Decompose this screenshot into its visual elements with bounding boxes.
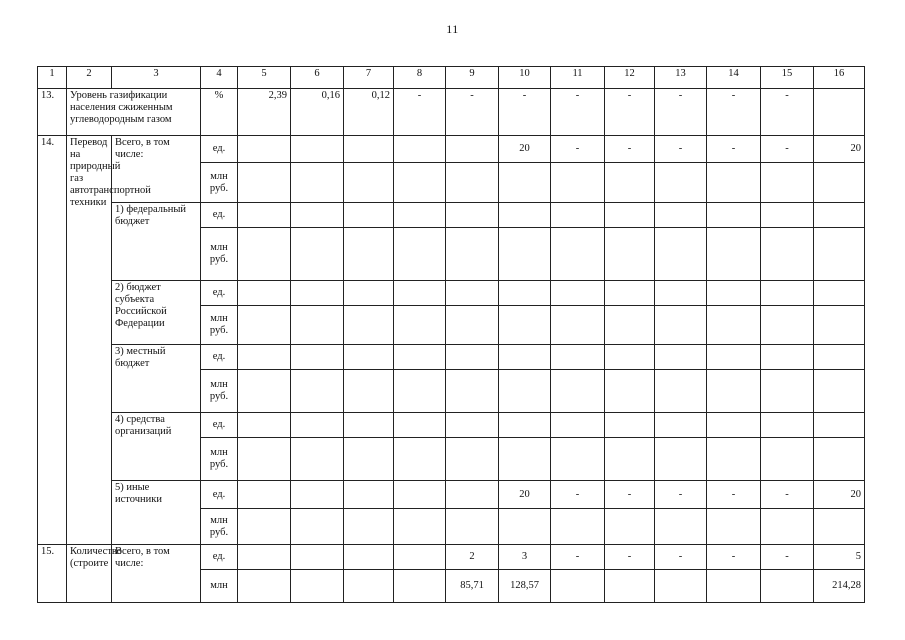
value-cell (551, 306, 605, 345)
value-cell (499, 413, 551, 438)
value-cell (707, 306, 761, 345)
unit-cell: % (201, 89, 238, 136)
value-cell (605, 163, 655, 203)
value-cell: - (707, 545, 761, 570)
value-cell (344, 481, 394, 509)
value-cell (394, 370, 446, 413)
value-cell (446, 136, 499, 163)
value-cell (291, 545, 344, 570)
value-cell (499, 281, 551, 306)
value-cell (814, 509, 865, 545)
value-cell (655, 345, 707, 370)
data-table (37, 66, 865, 603)
value-cell (238, 163, 291, 203)
value-cell (344, 509, 394, 545)
value-cell: 2,39 (238, 89, 291, 136)
value-cell (291, 570, 344, 603)
unit-cell: млн (201, 570, 238, 603)
value-cell: 2 (446, 545, 499, 570)
value-cell (238, 281, 291, 306)
value-cell (551, 438, 605, 481)
row-number: 15. (38, 545, 67, 603)
value-cell (814, 438, 865, 481)
value-cell (238, 136, 291, 163)
value-cell (446, 228, 499, 281)
value-cell: - (655, 89, 707, 136)
value-cell (446, 203, 499, 228)
value-cell: 85,71 (446, 570, 499, 603)
unit-cell: млн руб. (201, 163, 238, 203)
value-cell (551, 228, 605, 281)
source-label: 1) федеральный бюджет (112, 203, 201, 281)
value-cell (344, 281, 394, 306)
column-header: 7 (344, 67, 394, 89)
source-label: 2) бюджет субъекта Российской Федерации (112, 281, 201, 345)
column-header: 4 (201, 67, 238, 89)
value-cell (394, 163, 446, 203)
value-cell (394, 281, 446, 306)
value-cell (605, 438, 655, 481)
value-cell (446, 306, 499, 345)
value-cell (707, 370, 761, 413)
value-cell: - (761, 89, 814, 136)
row-number: 14. (38, 136, 67, 545)
value-cell (551, 281, 605, 306)
value-cell: - (394, 89, 446, 136)
value-cell (344, 228, 394, 281)
value-cell: - (551, 545, 605, 570)
value-cell: - (551, 136, 605, 163)
value-cell: - (605, 545, 655, 570)
column-header: 16 (814, 67, 865, 89)
column-header: 2 (67, 67, 112, 89)
value-cell (655, 203, 707, 228)
value-cell (551, 570, 605, 603)
value-cell (394, 481, 446, 509)
value-cell (499, 438, 551, 481)
value-cell (344, 136, 394, 163)
value-cell (291, 281, 344, 306)
source-label: Всего, в том числе: (112, 136, 201, 203)
value-cell (394, 345, 446, 370)
value-cell (707, 163, 761, 203)
value-cell (446, 281, 499, 306)
value-cell (238, 509, 291, 545)
row-number: 13. (38, 89, 67, 136)
header-row (38, 67, 865, 89)
value-cell (814, 281, 865, 306)
value-cell (707, 281, 761, 306)
value-cell (291, 136, 344, 163)
value-cell: 20 (499, 136, 551, 163)
value-cell (655, 370, 707, 413)
table-row (38, 89, 865, 136)
value-cell (761, 438, 814, 481)
column-header: 15 (761, 67, 814, 89)
value-cell (814, 89, 865, 136)
value-cell (551, 203, 605, 228)
value-cell (238, 413, 291, 438)
value-cell (291, 203, 344, 228)
value-cell (761, 413, 814, 438)
value-cell (344, 163, 394, 203)
value-cell (499, 306, 551, 345)
column-header: 5 (238, 67, 291, 89)
unit-cell: ед. (201, 281, 238, 306)
value-cell (344, 203, 394, 228)
table-row (38, 281, 865, 306)
value-cell (291, 306, 344, 345)
value-cell: - (605, 89, 655, 136)
value-cell (761, 370, 814, 413)
value-cell (499, 345, 551, 370)
value-cell (605, 570, 655, 603)
column-header: 1 (38, 67, 67, 89)
value-cell (814, 306, 865, 345)
value-cell (761, 570, 814, 603)
value-cell (761, 163, 814, 203)
value-cell: - (605, 136, 655, 163)
value-cell: 214,28 (814, 570, 865, 603)
value-cell (814, 203, 865, 228)
value-cell (499, 370, 551, 413)
unit-cell: млн руб. (201, 509, 238, 545)
source-label: Всего, в том числе: (112, 545, 201, 603)
value-cell (655, 163, 707, 203)
unit-cell: млн руб. (201, 370, 238, 413)
value-cell (344, 306, 394, 345)
value-cell: 3 (499, 545, 551, 570)
value-cell (394, 228, 446, 281)
value-cell (394, 438, 446, 481)
value-cell (394, 413, 446, 438)
value-cell: - (655, 481, 707, 509)
value-cell: - (761, 136, 814, 163)
table-row (38, 413, 865, 438)
value-cell (605, 345, 655, 370)
value-cell (238, 228, 291, 281)
value-cell (394, 570, 446, 603)
value-cell (446, 370, 499, 413)
value-cell (291, 370, 344, 413)
value-cell (814, 163, 865, 203)
value-cell (605, 306, 655, 345)
value-cell (605, 370, 655, 413)
value-cell (238, 545, 291, 570)
value-cell: - (551, 481, 605, 509)
value-cell (814, 228, 865, 281)
value-cell: 20 (814, 136, 865, 163)
table-row (38, 136, 865, 163)
unit-cell: млн руб. (201, 306, 238, 345)
value-cell (707, 570, 761, 603)
value-cell: - (605, 481, 655, 509)
value-cell: 20 (499, 481, 551, 509)
value-cell (655, 509, 707, 545)
column-header: 10 (499, 67, 551, 89)
value-cell (499, 228, 551, 281)
unit-cell: ед. (201, 136, 238, 163)
row-label: Уровень газификации населения сжиженным углеводородным газом (67, 89, 201, 136)
column-header: 3 (112, 67, 201, 89)
value-cell (446, 481, 499, 509)
column-header: 14 (707, 67, 761, 89)
value-cell (291, 413, 344, 438)
value-cell (499, 509, 551, 545)
column-header: 9 (446, 67, 499, 89)
value-cell (499, 163, 551, 203)
value-cell (551, 413, 605, 438)
value-cell (814, 413, 865, 438)
unit-cell: ед. (201, 481, 238, 509)
column-header: 8 (394, 67, 446, 89)
value-cell (814, 370, 865, 413)
value-cell: - (655, 545, 707, 570)
value-cell: - (707, 89, 761, 136)
value-cell (707, 438, 761, 481)
value-cell: - (446, 89, 499, 136)
value-cell (238, 203, 291, 228)
unit-cell: ед. (201, 203, 238, 228)
source-label: 3) местный бюджет (112, 345, 201, 413)
value-cell (761, 509, 814, 545)
value-cell (655, 306, 707, 345)
value-cell (655, 570, 707, 603)
value-cell (446, 438, 499, 481)
table-row (38, 345, 865, 370)
value-cell (446, 163, 499, 203)
value-cell (761, 228, 814, 281)
value-cell (655, 438, 707, 481)
value-cell (605, 281, 655, 306)
value-cell: - (499, 89, 551, 136)
column-header: 11 (551, 67, 605, 89)
row-name: Количество (строите (67, 545, 112, 603)
value-cell: 5 (814, 545, 865, 570)
value-cell: - (761, 545, 814, 570)
value-cell (344, 370, 394, 413)
value-cell: - (655, 136, 707, 163)
value-cell (394, 203, 446, 228)
value-cell (238, 370, 291, 413)
value-cell (446, 345, 499, 370)
value-cell (291, 509, 344, 545)
value-cell (551, 509, 605, 545)
value-cell (655, 413, 707, 438)
table-row (38, 203, 865, 228)
value-cell (707, 413, 761, 438)
value-cell: 0,16 (291, 89, 344, 136)
value-cell (344, 570, 394, 603)
value-cell (291, 163, 344, 203)
value-cell (551, 163, 605, 203)
value-cell (605, 203, 655, 228)
value-cell: 0,12 (344, 89, 394, 136)
value-cell (707, 203, 761, 228)
unit-cell: млн руб. (201, 228, 238, 281)
value-cell (761, 203, 814, 228)
value-cell (605, 509, 655, 545)
value-cell (394, 136, 446, 163)
value-cell (238, 570, 291, 603)
source-label: 4) средства организаций (112, 413, 201, 481)
value-cell (761, 345, 814, 370)
table-row (38, 481, 865, 509)
value-cell (446, 413, 499, 438)
unit-cell: ед. (201, 345, 238, 370)
value-cell (499, 203, 551, 228)
page-number: 11 (446, 22, 459, 36)
value-cell (551, 370, 605, 413)
value-cell (655, 281, 707, 306)
value-cell (551, 345, 605, 370)
source-label: 5) иные источники (112, 481, 201, 545)
value-cell (761, 281, 814, 306)
value-cell (655, 228, 707, 281)
value-cell: 20 (814, 481, 865, 509)
value-cell (238, 306, 291, 345)
value-cell (291, 481, 344, 509)
value-cell (707, 345, 761, 370)
value-cell (344, 545, 394, 570)
column-header: 6 (291, 67, 344, 89)
value-cell (707, 509, 761, 545)
column-header: 12 (605, 67, 655, 89)
value-cell (238, 345, 291, 370)
value-cell: - (707, 481, 761, 509)
value-cell (344, 413, 394, 438)
value-cell (394, 545, 446, 570)
value-cell (394, 306, 446, 345)
value-cell (291, 228, 344, 281)
value-cell (344, 345, 394, 370)
value-cell (344, 438, 394, 481)
value-cell (605, 228, 655, 281)
value-cell: - (551, 89, 605, 136)
unit-cell: млн руб. (201, 438, 238, 481)
row-name: Перевод на природный газ автотранспортной техники (67, 136, 112, 545)
unit-cell: ед. (201, 413, 238, 438)
value-cell (446, 509, 499, 545)
value-cell: - (707, 136, 761, 163)
unit-cell: ед. (201, 545, 238, 570)
value-cell (605, 413, 655, 438)
table-row (38, 545, 865, 570)
value-cell (761, 306, 814, 345)
value-cell (394, 509, 446, 545)
value-cell (814, 345, 865, 370)
value-cell: - (761, 481, 814, 509)
value-cell (238, 438, 291, 481)
value-cell (291, 438, 344, 481)
value-cell (291, 345, 344, 370)
value-cell: 128,57 (499, 570, 551, 603)
column-header: 13 (655, 67, 707, 89)
value-cell (707, 228, 761, 281)
value-cell (238, 481, 291, 509)
